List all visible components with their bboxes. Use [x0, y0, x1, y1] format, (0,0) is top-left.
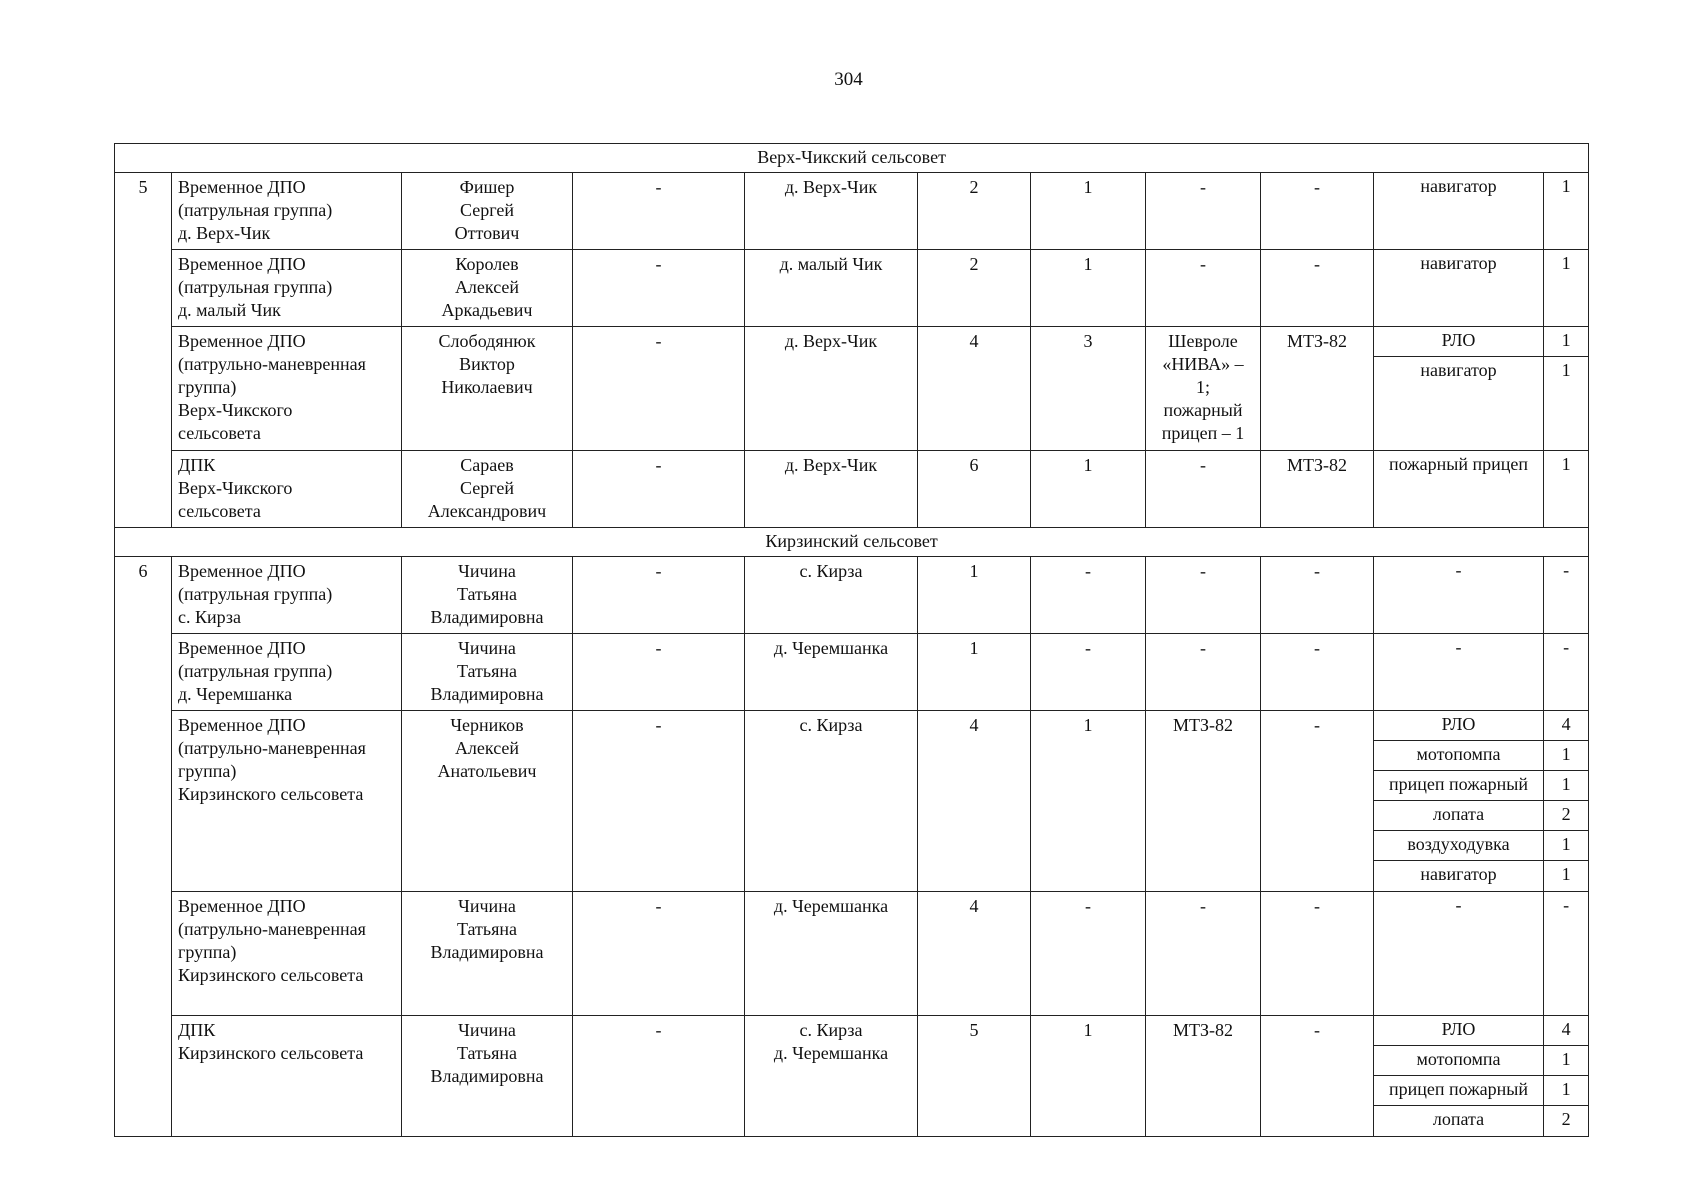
equipment-qty-list	[1544, 711, 1589, 892]
col-6-value: 1	[1031, 711, 1146, 892]
col-3-value: -	[573, 173, 745, 250]
equipment-item: мотопомпа	[1374, 741, 1543, 771]
unit-name: Временное ДПО (патрульно-маневренная группа) Верх-Чикского сельсовета	[172, 327, 402, 451]
equipment-item: навигатор	[1420, 253, 1497, 273]
location: д. Верх-Чик	[745, 173, 918, 250]
vehicles: МТЗ-82	[1146, 1016, 1261, 1137]
location: д. Верх-Чик	[745, 327, 918, 451]
equipment-qty: 1	[1544, 327, 1588, 357]
equipment-item: РЛО	[1374, 1016, 1543, 1046]
equipment-qty: 1	[1544, 831, 1588, 861]
head-name: Королев Алексей Аркадьевич	[402, 250, 573, 327]
vehicles: Шевроле «НИВА» – 1; пожарный прицеп – 1	[1146, 327, 1261, 451]
head-name: Слободянюк Виктор Николаевич	[402, 327, 573, 451]
personnel-count: 6	[918, 451, 1031, 528]
head-name: Чичина Татьяна Владимировна	[402, 1016, 573, 1137]
equipment-list	[1374, 892, 1544, 1016]
personnel-count: 2	[918, 250, 1031, 327]
personnel-count: 4	[918, 892, 1031, 1016]
equipment-qty: 2	[1544, 801, 1588, 831]
section-header-row	[115, 528, 1589, 557]
equipment-item: навигатор	[1420, 864, 1497, 884]
col-3-value: -	[573, 451, 745, 528]
unit-name: ДПК Верх-Чикского сельсовета	[172, 451, 402, 528]
col-3-value: -	[573, 250, 745, 327]
personnel-count: 4	[918, 327, 1031, 451]
table-row	[115, 1016, 1589, 1137]
unit-name: Временное ДПО (патрульная группа) д. Черемшанка	[172, 634, 402, 711]
unit-name: Временное ДПО (патрульно-маневренная группа) Кирзинского сельсовета	[172, 711, 402, 892]
table-row	[115, 173, 1589, 250]
location: д. Черемшанка	[745, 892, 918, 1016]
equipment-qty: 1	[1561, 864, 1571, 884]
col-6-value: 1	[1031, 173, 1146, 250]
col-3-value: -	[573, 711, 745, 892]
page-number: 304	[834, 69, 863, 90]
head-name: Чичина Татьяна Владимировна	[402, 634, 573, 711]
equipment-item: прицеп пожарный	[1374, 1076, 1543, 1106]
row-number: 6	[115, 557, 172, 1137]
col-3-value: -	[573, 1016, 745, 1137]
personnel-count: 4	[918, 711, 1031, 892]
unit-name: ДПК Кирзинского сельсовета	[172, 1016, 402, 1137]
table-row	[115, 327, 1589, 451]
table-row	[115, 557, 1589, 634]
table-row	[115, 711, 1589, 892]
table-row	[115, 250, 1589, 327]
head-name: Фишер Сергей Оттович	[402, 173, 573, 250]
vehicles: МТЗ-82	[1146, 711, 1261, 892]
table-body	[115, 144, 1589, 1137]
equipment-item: лопата	[1432, 1109, 1485, 1129]
equipment-list	[1374, 250, 1544, 327]
equipment-qty-list	[1544, 892, 1589, 1016]
equipment-qty: -	[1563, 637, 1570, 657]
equipment-qty: 1	[1544, 741, 1588, 771]
equipment-list	[1374, 327, 1544, 451]
head-name: Чичина Татьяна Владимировна	[402, 892, 573, 1016]
equipment-qty: -	[1563, 895, 1570, 915]
machinery: -	[1261, 634, 1374, 711]
unit-name: Временное ДПО (патрульно-маневренная группа) Кирзинского сельсовета	[172, 892, 402, 1016]
col-6-value: -	[1031, 557, 1146, 634]
equipment-item: лопата	[1374, 801, 1543, 831]
unit-name: Временное ДПО (патрульная группа) с. Кирза	[172, 557, 402, 634]
equipment-item: РЛО	[1374, 327, 1543, 357]
equipment-list	[1374, 711, 1544, 892]
unit-name: Временное ДПО (патрульная группа) д. малый Чик	[172, 250, 402, 327]
equipment-qty: 1	[1544, 771, 1588, 801]
machinery: -	[1261, 892, 1374, 1016]
equipment-qty: 1	[1561, 454, 1571, 474]
col-6-value: 3	[1031, 327, 1146, 451]
head-name: Сараев Сергей Александрович	[402, 451, 573, 528]
col-3-value: -	[573, 634, 745, 711]
equipment-list	[1374, 634, 1544, 711]
col-6-value: 1	[1031, 1016, 1146, 1137]
equipment-qty-list	[1544, 451, 1589, 528]
equipment-item: навигатор	[1420, 360, 1497, 380]
location: с. Кирза д. Черемшанка	[745, 1016, 918, 1137]
equipment-qty-list	[1544, 1016, 1589, 1137]
col-3-value: -	[573, 327, 745, 451]
personnel-count: 2	[918, 173, 1031, 250]
equipment-qty: 1	[1544, 1046, 1588, 1076]
col-6-value: -	[1031, 634, 1146, 711]
table-row	[115, 892, 1589, 1016]
head-name: Чичина Татьяна Владимировна	[402, 557, 573, 634]
machinery: -	[1261, 173, 1374, 250]
section-title: Верх-Чикский сельсовет	[115, 144, 1589, 173]
vehicles: -	[1146, 250, 1261, 327]
col-6-value: -	[1031, 892, 1146, 1016]
vehicles: -	[1146, 173, 1261, 250]
equipment-qty-list	[1544, 634, 1589, 711]
machinery: -	[1261, 711, 1374, 892]
table-row	[115, 634, 1589, 711]
equipment-list	[1374, 451, 1544, 528]
equipment-list	[1374, 557, 1544, 634]
equipment-item: воздуходувка	[1374, 831, 1543, 861]
location: д. Верх-Чик	[745, 451, 918, 528]
equipment-qty: 4	[1544, 711, 1588, 741]
equipment-qty: -	[1563, 560, 1570, 580]
machinery: -	[1261, 557, 1374, 634]
equipment-item: -	[1455, 560, 1462, 580]
equipment-qty: 1	[1561, 176, 1571, 196]
equipment-item: мотопомпа	[1374, 1046, 1543, 1076]
unit-name: Временное ДПО (патрульная группа) д. Верх-Чик	[172, 173, 402, 250]
machinery: -	[1261, 250, 1374, 327]
location: с. Кирза	[745, 557, 918, 634]
equipment-qty: 1	[1561, 360, 1571, 380]
row-number: 5	[115, 173, 172, 528]
equipment-qty-list	[1544, 250, 1589, 327]
equipment-qty-list	[1544, 557, 1589, 634]
col-6-value: 1	[1031, 250, 1146, 327]
personnel-count: 1	[918, 634, 1031, 711]
machinery: МТЗ-82	[1261, 327, 1374, 451]
equipment-qty: 1	[1561, 253, 1571, 273]
machinery: -	[1261, 1016, 1374, 1137]
equipment-qty-list	[1544, 327, 1589, 451]
units-table	[114, 143, 1589, 1137]
personnel-count: 5	[918, 1016, 1031, 1137]
vehicles: -	[1146, 634, 1261, 711]
head-name: Черников Алексей Анатольевич	[402, 711, 573, 892]
vehicles: -	[1146, 557, 1261, 634]
location: д. малый Чик	[745, 250, 918, 327]
table-row	[115, 451, 1589, 528]
equipment-item: навигатор	[1420, 176, 1497, 196]
col-6-value: 1	[1031, 451, 1146, 528]
machinery: МТЗ-82	[1261, 451, 1374, 528]
col-3-value: -	[573, 892, 745, 1016]
equipment-item: прицеп пожарный	[1374, 771, 1543, 801]
equipment-qty-list	[1544, 173, 1589, 250]
equipment-item: -	[1455, 637, 1462, 657]
equipment-qty: 1	[1544, 1076, 1588, 1106]
section-title: Кирзинский сельсовет	[115, 528, 1589, 557]
equipment-item: пожарный прицеп	[1389, 454, 1528, 474]
equipment-item: -	[1455, 895, 1462, 915]
vehicles: -	[1146, 451, 1261, 528]
location: д. Черемшанка	[745, 634, 918, 711]
equipment-qty: 4	[1544, 1016, 1588, 1046]
location: с. Кирза	[745, 711, 918, 892]
personnel-count: 1	[918, 557, 1031, 634]
col-3-value: -	[573, 557, 745, 634]
equipment-qty: 2	[1561, 1109, 1571, 1129]
equipment-item: РЛО	[1374, 711, 1543, 741]
equipment-list	[1374, 173, 1544, 250]
vehicles: -	[1146, 892, 1261, 1016]
equipment-list	[1374, 1016, 1544, 1137]
section-header-row	[115, 144, 1589, 173]
